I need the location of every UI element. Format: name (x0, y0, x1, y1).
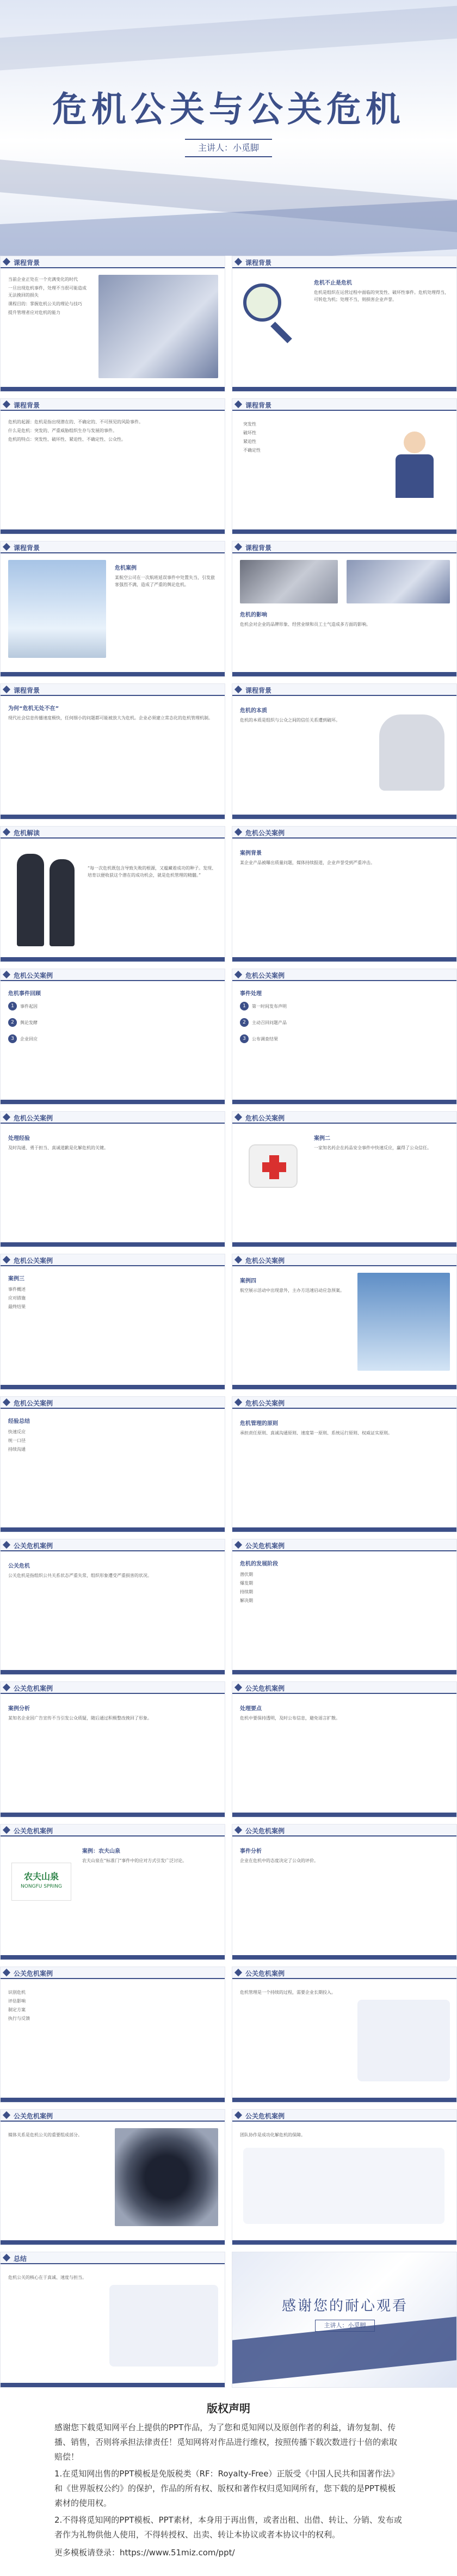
thanks-slide (232, 2252, 457, 2388)
jets-photo (357, 1273, 450, 1371)
slide-9 (0, 826, 225, 962)
list-item: 潜伏期 (240, 1572, 253, 1577)
slide-23 (0, 1824, 225, 1960)
slide-heading: 危机事件回顾 (8, 991, 41, 997)
slide-24 (232, 1824, 457, 1960)
slide-15 (0, 1254, 225, 1390)
airplane-photo (8, 560, 106, 658)
nongfu-spring-logo (11, 1863, 71, 1901)
slide-text: 某航空公司在一次航班延误事件中处置失当，引发旅客强烈不满，造成了严重的舆论危机。 (115, 575, 215, 587)
slide-title: 课程背景 (14, 259, 40, 267)
diamond-icon (234, 258, 242, 266)
slide-text: 危机会对企业的品牌形象、经营业绩和员工士气造成多方面的影响。 (240, 622, 370, 627)
list-item: 事件起因 (20, 1004, 38, 1009)
slide-21 (0, 1681, 225, 1817)
bullet: 一旦出现危机事件，处理不当很可能造成无法挽回的损失 (8, 286, 87, 298)
slide-18 (232, 1396, 457, 1532)
slide-text: 企业在危机中的态度决定了公众的评价。 (240, 1858, 318, 1863)
first-aid-kit-icon (249, 1144, 298, 1188)
slide-title: 课程背景 (245, 259, 272, 267)
slide-10 (232, 826, 457, 962)
list-item: 突发性 (243, 422, 256, 427)
diamond-icon (234, 1826, 242, 1834)
logo-subtext: NONGFU SPRING (21, 1884, 62, 1889)
slide-heading: 事件处理 (240, 991, 262, 997)
slide-title: 危机公关案例 (14, 972, 53, 979)
slide-heading: 案例二 (314, 1136, 330, 1142)
slide-28 (232, 2109, 457, 2245)
slide-heading: 经验总结 (8, 1419, 30, 1425)
list-item: 事件概述 (8, 1287, 26, 1292)
diamond-icon (3, 2254, 10, 2261)
list-item: 持续沟通 (8, 1447, 26, 1452)
slide-text: 危机是组织在运营过程中面临的突发性、破坏性事件。危机处理得当，可转危为机；处理不当，则损害企业声誉。 (314, 290, 449, 302)
bullet: 课程目的：掌握危机公关的理论与技巧 (8, 301, 82, 306)
slide-11 (0, 969, 225, 1105)
copyright-section (0, 2394, 457, 2576)
silhouette-illustration (50, 859, 75, 946)
slide-text: 一家知名药企在药品安全事件中快速反应，赢得了公众信任。 (314, 1145, 431, 1150)
diamond-icon (3, 1541, 10, 1549)
more-templates-link[interactable]: 更多模板请登录：https://www.51miz.com/ppt/ (54, 2548, 235, 2557)
diamond-icon (3, 1826, 10, 1834)
slide-text: 危机管理是一个持续的过程，需要企业长期投入。 (240, 1990, 336, 1995)
list-item: 主动召回问题产品 (252, 1020, 287, 1025)
copyright-paragraph: 2.不得将觅知网的PPT模板、PPT素材，本身用于再出售，或者出租、出借、转让、分销、发布或者作为礼物供他人使用，不得转授权、出卖、转让本协议或者本协议中的权利。 (54, 2515, 402, 2540)
slide-title: 课程背景 (14, 544, 40, 552)
diamond-icon (3, 686, 10, 693)
number-badge: 3 (240, 1034, 249, 1043)
cover-presenter: 主讲人：小觅脚 (185, 139, 272, 157)
cover-slide (0, 0, 457, 256)
list-item: 破坏性 (243, 430, 256, 435)
paragraph: 什么是危机：突发的、严重威胁组织生存与发展的事件。 (8, 428, 117, 433)
business-team-illustration (109, 2285, 218, 2367)
number-badge: 2 (240, 1018, 249, 1027)
slide-text: 媒体关系是危机公关的重要组成部分。 (8, 2133, 82, 2137)
slide-text: 危机中要保持透明，及时公布信息，避免谣言扩散。 (240, 1716, 340, 1721)
number-badge: 2 (8, 1018, 17, 1027)
slide-heading: 事件分析 (240, 1848, 262, 1854)
list-item: 评估影响 (8, 1999, 26, 2004)
camera-photo (115, 2128, 218, 2226)
list-item: 舆论发酵 (20, 1020, 38, 1025)
copyright-title: 版权声明 (207, 2402, 250, 2415)
people-illustration (243, 2148, 444, 2224)
diamond-icon (234, 400, 242, 408)
diamond-icon (234, 1398, 242, 1406)
slide-text: 承担责任原则、真诚沟通原则、速度第一原则、系统运行原则、权威证实原则。 (240, 1431, 392, 1435)
diamond-icon (3, 543, 10, 551)
diamond-icon (234, 1256, 242, 1264)
slide-text: 团队协作是成功化解危机的保障。 (240, 2133, 305, 2137)
slide-title: 危机公关案例 (245, 1114, 285, 1122)
slide-1 (0, 256, 225, 392)
diamond-icon (3, 258, 10, 266)
diamond-icon (3, 1113, 10, 1121)
slide-title: 危机公关案例 (14, 1257, 53, 1265)
slide-title: 危机解读 (14, 829, 40, 837)
slide-heading: 案例四 (240, 1278, 256, 1284)
slide-title: 公关危机案例 (14, 1970, 53, 1977)
slide-title: 公关危机案例 (245, 1970, 285, 1977)
diamond-icon (234, 1541, 242, 1549)
copyright-paragraph: 感谢您下载觅知网平台上提供的PPT作品，为了您和觅知网以及原创作者的利益，请勿复制、传播、销售，否则将承担法律责任！觅知网将对作品进行维权，按照传播下载次数进行十倍的索取赔偿！ (54, 2423, 398, 2462)
slide-heading: 危机案例 (115, 565, 137, 571)
diamond-icon (234, 1113, 242, 1121)
diamond-icon (3, 1969, 10, 1976)
slide-heading: 危机的影响 (240, 612, 267, 618)
paragraph: 危机的特点：突发性、破坏性、紧迫性、不确定性、公众性。 (8, 437, 126, 442)
slide-heading: 为何“危机无处不在” (8, 706, 59, 712)
list-item: 解决期 (240, 1598, 253, 1603)
thanks-message: 感谢您的耐心观看 (281, 2298, 408, 2314)
slide-14 (232, 1111, 457, 1247)
slide-grid (0, 256, 457, 2394)
slide-13 (0, 1111, 225, 1247)
diamond-icon (234, 686, 242, 693)
list-item: 公布调查结果 (252, 1037, 278, 1042)
number-badge: 3 (8, 1034, 17, 1043)
slide-title: 危机公关案例 (245, 1400, 285, 1407)
slide-20 (232, 1539, 457, 1675)
donkey-illustration (379, 714, 444, 791)
slide-heading: 处理要点 (240, 1706, 262, 1712)
diamond-icon (3, 2111, 10, 2119)
slide-heading: 案例三 (8, 1276, 24, 1282)
slide-title: 危机公关案例 (14, 1114, 53, 1122)
slide-text: 现代社会信息传播速度极快，任何细小的问题都可能被放大为危机。企业必须建立常态化的危机管理机制。 (8, 716, 213, 720)
list-item: 执行与反馈 (8, 2016, 30, 2021)
copyright-paragraph: 1.在觅知网出售的PPT模板是免版税类（RF：Royalty-Free）正版受《中国人民共和国著作法》和《世界版权公约》的保护，作品的所有权、版权和著作权归觅知网所有，您下载的是PPT模板素材的使用权。 (54, 2469, 399, 2508)
diamond-icon (3, 828, 10, 836)
slide-title: 公关危机案例 (14, 2112, 53, 2120)
slide-text: 某知名企业因广告宣传不当引发公众质疑，随后通过积极整改挽回了形象。 (8, 1716, 152, 1721)
list-item: 统一口径 (8, 1438, 26, 1443)
list-item: 爆发期 (240, 1581, 253, 1586)
meeting-photo (240, 560, 338, 603)
magnifier-icon (243, 284, 281, 322)
team-illustration (357, 2000, 450, 2081)
diamond-icon (3, 1398, 10, 1406)
slide-title: 危机公关案例 (245, 972, 285, 979)
slide-heading: 处理经验 (8, 1136, 30, 1142)
slide-title: 课程背景 (14, 687, 40, 694)
list-item: 快速反应 (8, 1429, 26, 1434)
slide-6 (232, 541, 457, 677)
slide-title: 课程背景 (245, 687, 272, 694)
slide-3 (0, 398, 225, 534)
slide-7 (0, 683, 225, 819)
list-item: 紧迫性 (243, 439, 256, 444)
list-item: 制定方案 (8, 2007, 26, 2012)
slide-title: 危机公关案例 (245, 1257, 285, 1265)
diamond-icon (234, 2111, 242, 2119)
decorative-ribbon (0, 6, 457, 71)
slide-title: 危机公关案例 (14, 1400, 53, 1407)
number-badge: 1 (8, 1002, 17, 1010)
slide-text: 公关危机是指组织公共关系状态严重失常，组织形象遭受严重损害的状况。 (8, 1573, 152, 1578)
slide-heading: 公关危机 (8, 1563, 30, 1569)
slide-27 (0, 2109, 225, 2245)
diamond-icon (234, 828, 242, 836)
list-item: 识别危机 (8, 1990, 26, 1995)
slide-5 (0, 541, 225, 677)
bullet: 当前企业正处在一个充满变化的时代 (8, 277, 78, 282)
slide-4 (232, 398, 457, 534)
slide-22 (232, 1681, 457, 1817)
slide-2 (232, 256, 457, 392)
list-item: 应对措施 (8, 1296, 26, 1301)
slide-title: 公关危机案例 (14, 1542, 53, 1550)
diamond-icon (234, 1684, 242, 1691)
businessman-illustration (390, 432, 439, 513)
list-item: 最终结果 (8, 1304, 26, 1309)
slide-29 (0, 2252, 225, 2388)
diamond-icon (3, 971, 10, 978)
slide-title: 公关危机案例 (14, 1827, 53, 1835)
diamond-icon (3, 400, 10, 408)
thanks-presenter: 主讲人：小觅脚 (315, 2320, 375, 2332)
slide-26 (232, 1967, 457, 2103)
office-photo (98, 275, 218, 378)
list-item: 持续期 (240, 1589, 253, 1594)
slide-title: 公关危机案例 (245, 1542, 285, 1550)
slide-text: “每一次危机既包含导致失败的根源，又蕴藏着成功的种子。发现、培育以便收获这个潜在的成功机会，就是危机管理的精髓。” (88, 866, 217, 878)
slide-text: 某企业产品被曝出质量问题，媒体持续报道，企业声誉受到严重冲击。 (240, 860, 375, 865)
slide-title: 公关危机案例 (245, 1685, 285, 1692)
slide-title: 公关危机案例 (245, 2112, 285, 2120)
number-badge: 1 (240, 1002, 249, 1010)
list-item: 第一时间发布声明 (252, 1004, 287, 1009)
slide-19 (0, 1539, 225, 1675)
slide-text: 农夫山泉在“标准门”事件中的应对方式引发广泛讨论。 (82, 1858, 187, 1863)
list-item: 企业回应 (20, 1037, 38, 1042)
slide-heading: 案例分析 (8, 1706, 30, 1712)
slide-text: 及时沟通、勇于担当、真诚道歉是化解危机的关键。 (8, 1145, 108, 1150)
slide-title: 危机公关案例 (245, 829, 285, 837)
workspace-photo (347, 560, 450, 603)
paragraph: 危机的起源：危机是指出现潜在的、不确定的、不可预见的风险事件。 (8, 420, 143, 424)
diamond-icon (234, 971, 242, 978)
silhouette-illustration (17, 854, 44, 946)
bullet: 提升管理者应对危机的能力 (8, 310, 60, 315)
slide-25 (0, 1967, 225, 2103)
slide-text: 航空展示活动中出现意外，主办方迅速启动应急预案。 (240, 1288, 344, 1293)
slide-text: 危机的本质是组织与公众之间的信任关系遭到破坏。 (240, 718, 340, 723)
slide-heading: 案例背景 (240, 851, 262, 856)
slide-title: 课程背景 (14, 402, 40, 409)
slide-title: 公关危机案例 (245, 1827, 285, 1835)
logo-text: 农夫山泉 (23, 1871, 59, 1882)
slide-17 (0, 1396, 225, 1532)
slide-title: 课程背景 (245, 402, 272, 409)
slide-heading: 危机管理的原则 (240, 1421, 278, 1427)
list-item: 不确定性 (243, 448, 261, 453)
slide-heading: 危机的本质 (240, 708, 267, 714)
diamond-icon (3, 1684, 10, 1691)
diamond-icon (234, 1969, 242, 1976)
slide-8 (232, 683, 457, 819)
slide-title: 总结 (14, 2255, 27, 2263)
slide-title: 课程背景 (245, 544, 272, 552)
slide-title: 公关危机案例 (14, 1685, 53, 1692)
slide-text: 危机公关的核心在于真诚、速度与担当。 (8, 2275, 87, 2280)
slide-heading: 危机不止是危机 (314, 280, 352, 286)
slide-16 (232, 1254, 457, 1390)
slide-heading: 危机的发展阶段 (240, 1561, 278, 1567)
cover-title: 危机公关与公关危机 (52, 90, 405, 130)
slide-12 (232, 969, 457, 1105)
diamond-icon (3, 1256, 10, 1264)
slide-heading: 案例：农夫山泉 (82, 1848, 120, 1854)
diamond-icon (234, 543, 242, 551)
